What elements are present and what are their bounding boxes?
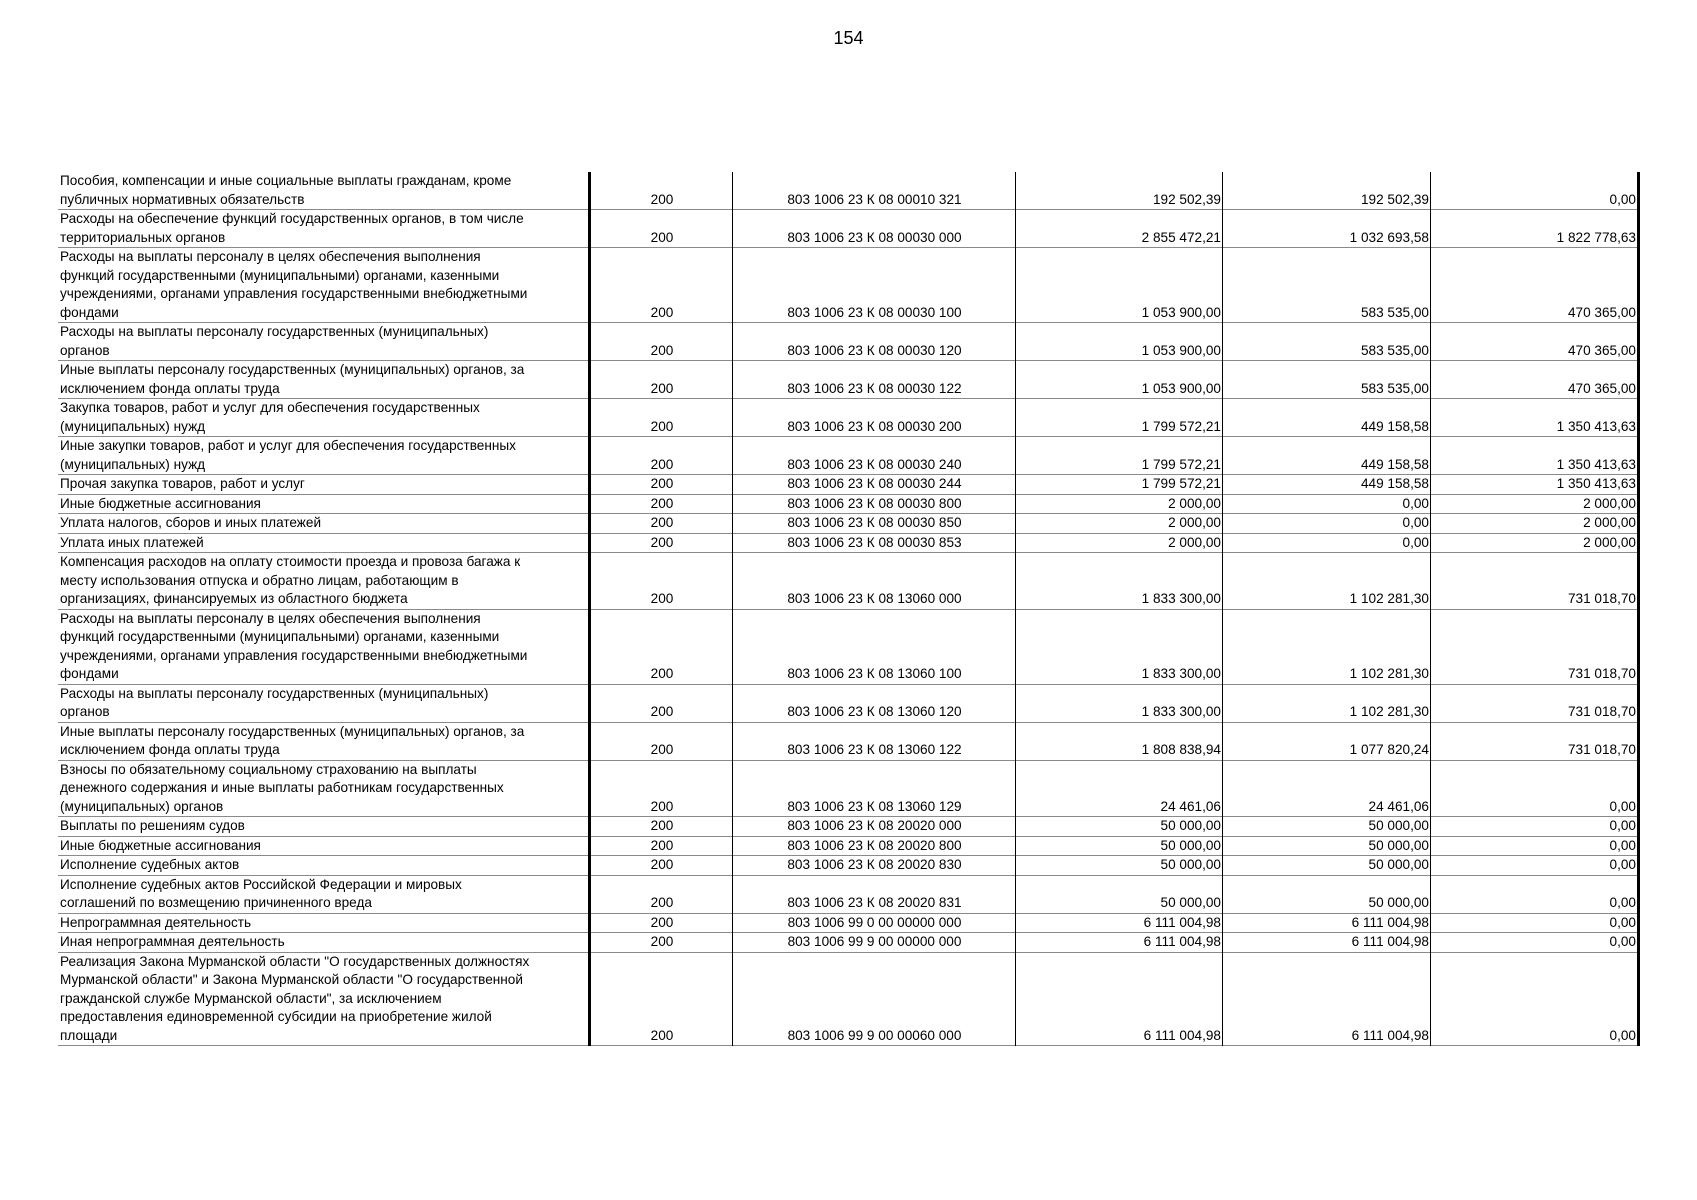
budget-classification-code-cell: 803 1006 23 К 08 00030 240 (733, 437, 1016, 475)
executed-amount-cell: 1 032 693,58 (1223, 210, 1431, 248)
executed-amount-cell: 50 000,00 (1223, 856, 1431, 876)
expense-name-cell: Иные бюджетные ассигнования (60, 495, 261, 511)
expense-name-cell: Иные выплаты персоналу государственных (муниципальных) органов, за исключением фонда оплаты труда (60, 362, 525, 396)
approved-amount-cell: 1 833 300,00 (1016, 609, 1223, 684)
budget-classification-code-cell: 803 1006 99 9 00 00000 000 (733, 933, 1016, 953)
executed-amount-cell: 449 158,58 (1223, 437, 1431, 475)
budget-classification-code-cell: 803 1006 23 К 08 13060 129 (733, 760, 1016, 817)
executed-amount-cell: 449 158,58 (1223, 475, 1431, 495)
executed-amount-cell: 50 000,00 (1223, 875, 1431, 913)
approved-amount-cell: 50 000,00 (1016, 836, 1223, 856)
executed-amount-cell: 1 077 820,24 (1223, 722, 1431, 760)
table-row (58, 494, 1639, 514)
expense-name-cell: Расходы на выплаты персоналу в целях обеспечения выполнения функций государственными (муниципальными) органами, казенными учреждениями, органами управления государственными внебюджетными фондами (60, 610, 528, 681)
expense-name-cell: Исполнение судебных актов (60, 857, 240, 872)
budget-classification-code-cell: 803 1006 23 К 08 00030 120 (733, 323, 1016, 361)
expense-name-cell: Уплата налогов, сборов и иных платежей (60, 515, 322, 530)
unexecuted-amount-cell: 0,00 (1431, 933, 1639, 953)
unexecuted-amount-cell: 470 365,00 (1431, 248, 1639, 323)
table-row (58, 475, 1639, 495)
line-code-cell: 200 (590, 361, 733, 399)
budget-table (58, 172, 1640, 1046)
unexecuted-amount-cell: 0,00 (1431, 836, 1639, 856)
budget-classification-code-cell: 803 1006 23 К 08 00030 100 (733, 248, 1016, 323)
line-code-cell: 200 (590, 399, 733, 437)
table-row (58, 248, 1639, 323)
expense-name-cell: Выплаты по решениям судов (60, 818, 245, 833)
budget-classification-code-cell: 803 1006 99 0 00 00000 000 (733, 913, 1016, 933)
expense-name-cell: Реализация Закона Мурманской области "О государственных должностях Мурманской области" и Закона Мурманской области "О государственной гражданской службе Мурманской области", за исключением предоставления единовременной субсидии на приобретение жилой площади (60, 953, 530, 1043)
budget-classification-code-cell: 803 1006 23 К 08 00030 122 (733, 361, 1016, 399)
executed-amount-cell: 6 111 004,98 (1223, 933, 1431, 953)
unexecuted-amount-cell: 731 018,70 (1431, 684, 1639, 722)
line-code-cell: 200 (590, 475, 733, 495)
approved-amount-cell: 1 799 572,21 (1016, 399, 1223, 437)
executed-amount-cell: 192 502,39 (1223, 172, 1431, 210)
unexecuted-amount-cell: 1 350 413,63 (1431, 437, 1639, 475)
budget-classification-code-cell: 803 1006 23 К 08 00030 850 (733, 514, 1016, 534)
line-code-cell: 200 (590, 494, 733, 514)
line-code-cell: 200 (590, 856, 733, 876)
unexecuted-amount-cell: 0,00 (1431, 913, 1639, 933)
approved-amount-cell: 1 053 900,00 (1016, 323, 1223, 361)
executed-amount-cell: 50 000,00 (1223, 817, 1431, 837)
expense-name-cell: Компенсация расходов на оплату стоимости проезда и провоза багажа к месту использования отпуска и обратно лицам, работающим в организациях, финансируемых из областного бюджета (60, 554, 521, 606)
approved-amount-cell: 1 808 838,94 (1016, 722, 1223, 760)
table-row (58, 913, 1639, 933)
budget-classification-code-cell: 803 1006 99 9 00 00060 000 (733, 952, 1016, 1046)
expense-name-cell: Непрограммная деятельность (60, 914, 252, 930)
line-code-cell: 200 (590, 760, 733, 817)
unexecuted-amount-cell: 2 000,00 (1431, 533, 1639, 553)
table-row (58, 399, 1639, 437)
executed-amount-cell: 50 000,00 (1223, 836, 1431, 856)
table-row (58, 856, 1639, 876)
unexecuted-amount-cell: 0,00 (1431, 856, 1639, 876)
expense-name-cell: Прочая закупка товаров, работ и услуг (60, 476, 305, 491)
budget-classification-code-cell: 803 1006 23 К 08 20020 800 (733, 836, 1016, 856)
budget-classification-code-cell: 803 1006 23 К 08 00010 321 (733, 172, 1016, 210)
line-code-cell: 200 (590, 210, 733, 248)
approved-amount-cell: 1 799 572,21 (1016, 437, 1223, 475)
line-code-cell: 200 (590, 836, 733, 856)
table-row (58, 361, 1639, 399)
table-row (58, 760, 1639, 817)
table-row (58, 836, 1639, 856)
unexecuted-amount-cell: 2 000,00 (1431, 494, 1639, 514)
approved-amount-cell: 2 855 472,21 (1016, 210, 1223, 248)
line-code-cell: 200 (590, 514, 733, 534)
budget-classification-code-cell: 803 1006 23 К 08 00030 244 (733, 475, 1016, 495)
line-code-cell: 200 (590, 684, 733, 722)
approved-amount-cell: 1 833 300,00 (1016, 553, 1223, 610)
executed-amount-cell: 24 461,06 (1223, 760, 1431, 817)
executed-amount-cell: 0,00 (1223, 514, 1431, 534)
executed-amount-cell: 583 535,00 (1223, 361, 1431, 399)
executed-amount-cell: 1 102 281,30 (1223, 553, 1431, 610)
table-row (58, 952, 1639, 1046)
approved-amount-cell: 24 461,06 (1016, 760, 1223, 817)
unexecuted-amount-cell: 1 822 778,63 (1431, 210, 1639, 248)
table-row (58, 722, 1639, 760)
expense-name-cell: Расходы на выплаты персоналу в целях обеспечения выполнения функций государственными (муниципальными) органами, казенными учреждениями, органами управления государственными внебюджетными фондами (60, 249, 528, 320)
table-row (58, 323, 1639, 361)
expense-name-cell: Расходы на обеспечение функций государственных органов, в том числе территориальных органов (60, 211, 524, 245)
line-code-cell: 200 (590, 952, 733, 1046)
line-code-cell: 200 (590, 553, 733, 610)
unexecuted-amount-cell: 470 365,00 (1431, 323, 1639, 361)
line-code-cell: 200 (590, 533, 733, 553)
expense-name-cell: Иные бюджетные ассигнования (60, 837, 261, 853)
unexecuted-amount-cell: 0,00 (1431, 952, 1639, 1046)
unexecuted-amount-cell: 1 350 413,63 (1431, 475, 1639, 495)
expense-name-cell: Взносы по обязательному социальному страхованию на выплаты денежного содержания и иные выплаты работникам государственных (муниципальных) органов (60, 761, 504, 814)
table-row (58, 609, 1639, 684)
table-row (58, 533, 1639, 553)
line-code-cell: 200 (590, 875, 733, 913)
page-number: 154 (833, 28, 864, 48)
budget-classification-code-cell: 803 1006 23 К 08 00030 000 (733, 210, 1016, 248)
unexecuted-amount-cell: 731 018,70 (1431, 722, 1639, 760)
line-code-cell: 200 (590, 172, 733, 210)
expense-name-cell: Иные выплаты персоналу государственных (муниципальных) органов, за исключением фонда оплаты труда (60, 723, 525, 757)
budget-classification-code-cell: 803 1006 23 К 08 20020 831 (733, 875, 1016, 913)
approved-amount-cell: 6 111 004,98 (1016, 933, 1223, 953)
budget-classification-code-cell: 803 1006 23 К 08 13060 122 (733, 722, 1016, 760)
approved-amount-cell: 6 111 004,98 (1016, 952, 1223, 1046)
line-code-cell: 200 (590, 933, 733, 953)
approved-amount-cell: 50 000,00 (1016, 817, 1223, 837)
unexecuted-amount-cell: 731 018,70 (1431, 553, 1639, 610)
approved-amount-cell: 2 000,00 (1016, 514, 1223, 534)
budget-classification-code-cell: 803 1006 23 К 08 20020 000 (733, 817, 1016, 837)
line-code-cell: 200 (590, 437, 733, 475)
expense-name-cell: Пособия, компенсации и иные социальные выплаты гражданам, кроме публичных нормативных обязательств (60, 173, 512, 207)
budget-classification-code-cell: 803 1006 23 К 08 20020 830 (733, 856, 1016, 876)
table-row (58, 437, 1639, 475)
approved-amount-cell: 50 000,00 (1016, 875, 1223, 913)
table-row (58, 210, 1639, 248)
executed-amount-cell: 0,00 (1223, 494, 1431, 514)
executed-amount-cell: 6 111 004,98 (1223, 952, 1431, 1046)
unexecuted-amount-cell: 0,00 (1431, 875, 1639, 913)
approved-amount-cell: 1 799 572,21 (1016, 475, 1223, 495)
unexecuted-amount-cell: 470 365,00 (1431, 361, 1639, 399)
unexecuted-amount-cell: 0,00 (1431, 172, 1639, 210)
approved-amount-cell: 192 502,39 (1016, 172, 1223, 210)
approved-amount-cell: 50 000,00 (1016, 856, 1223, 876)
table-row (58, 875, 1639, 913)
table-row (58, 553, 1639, 610)
line-code-cell: 200 (590, 913, 733, 933)
budget-classification-code-cell: 803 1006 23 К 08 13060 100 (733, 609, 1016, 684)
executed-amount-cell: 583 535,00 (1223, 248, 1431, 323)
expense-name-cell: Уплата иных платежей (60, 534, 204, 550)
budget-classification-code-cell: 803 1006 23 К 08 00030 800 (733, 494, 1016, 514)
table-row (58, 514, 1639, 534)
expense-name-cell: Расходы на выплаты персоналу государственных (муниципальных) органов (60, 685, 489, 719)
unexecuted-amount-cell: 2 000,00 (1431, 514, 1639, 534)
expense-name-cell: Иная непрограммная деятельность (60, 934, 285, 949)
line-code-cell: 200 (590, 609, 733, 684)
approved-amount-cell: 1 053 900,00 (1016, 248, 1223, 323)
executed-amount-cell: 1 102 281,30 (1223, 609, 1431, 684)
budget-classification-code-cell: 803 1006 23 К 08 00030 200 (733, 399, 1016, 437)
approved-amount-cell: 2 000,00 (1016, 533, 1223, 553)
unexecuted-amount-cell: 0,00 (1431, 817, 1639, 837)
table-row (58, 933, 1639, 953)
executed-amount-cell: 449 158,58 (1223, 399, 1431, 437)
line-code-cell: 200 (590, 323, 733, 361)
approved-amount-cell: 1 833 300,00 (1016, 684, 1223, 722)
unexecuted-amount-cell: 731 018,70 (1431, 609, 1639, 684)
table-row (58, 172, 1639, 210)
expense-name-cell: Расходы на выплаты персоналу государственных (муниципальных) органов (60, 324, 489, 358)
executed-amount-cell: 6 111 004,98 (1223, 913, 1431, 933)
executed-amount-cell: 1 102 281,30 (1223, 684, 1431, 722)
expense-name-cell: Исполнение судебных актов Российской Федерации и мировых соглашений по возмещению причиненного вреда (60, 876, 462, 910)
table-row (58, 684, 1639, 722)
unexecuted-amount-cell: 0,00 (1431, 760, 1639, 817)
line-code-cell: 200 (590, 722, 733, 760)
line-code-cell: 200 (590, 817, 733, 837)
executed-amount-cell: 583 535,00 (1223, 323, 1431, 361)
table-row (58, 817, 1639, 837)
unexecuted-amount-cell: 1 350 413,63 (1431, 399, 1639, 437)
line-code-cell: 200 (590, 248, 733, 323)
expense-name-cell: Закупка товаров, работ и услуг для обеспечения государственных (муниципальных) нужд (60, 400, 480, 434)
approved-amount-cell: 6 111 004,98 (1016, 913, 1223, 933)
approved-amount-cell: 1 053 900,00 (1016, 361, 1223, 399)
approved-amount-cell: 2 000,00 (1016, 494, 1223, 514)
budget-classification-code-cell: 803 1006 23 К 08 13060 120 (733, 684, 1016, 722)
executed-amount-cell: 0,00 (1223, 533, 1431, 553)
expense-name-cell: Иные закупки товаров, работ и услуг для обеспечения государственных (муниципальных) нужд (60, 438, 516, 472)
budget-classification-code-cell: 803 1006 23 К 08 13060 000 (733, 553, 1016, 610)
budget-classification-code-cell: 803 1006 23 К 08 00030 853 (733, 533, 1016, 553)
